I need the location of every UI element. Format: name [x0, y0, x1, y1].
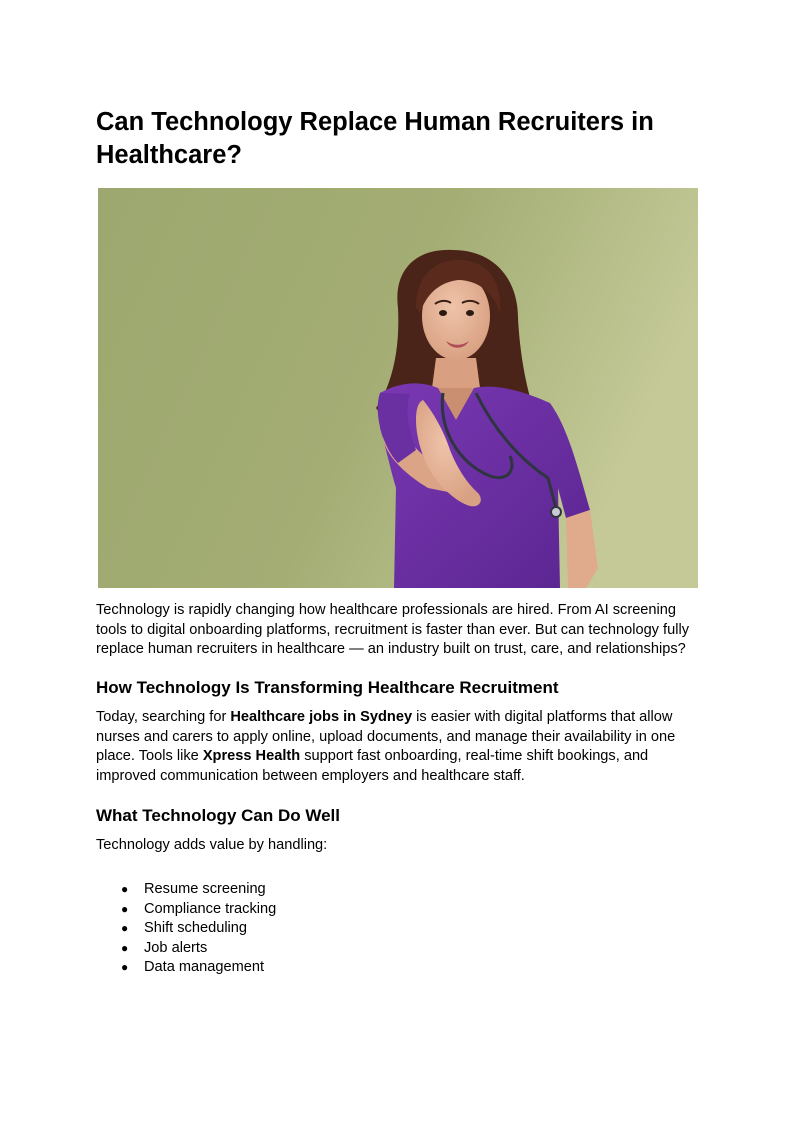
bold-keyword-xpress-health: Xpress Health [202, 748, 301, 765]
paragraph-text-segment: Today, searching for [96, 709, 231, 725]
section-heading-transforming: How Technology Is Transforming Healthcare Recruitment [96, 678, 559, 697]
hero-image [98, 188, 698, 588]
paragraph-text-segment: is easier with digital platforms that allow nurses and carers to apply online, upload documents, and manage their availability in one place. Tools like [96, 709, 676, 765]
bullet-icon: ● [121, 901, 129, 916]
section-heading-technology-can-do: What Technology Can Do Well [96, 806, 340, 825]
article-title: Can Technology Replace Human Recruiters in Healthcare? [96, 108, 654, 169]
list-item [96, 958, 276, 978]
bullet-icon: ● [121, 940, 129, 955]
list-item-label: Shift scheduling [144, 920, 248, 936]
bullet-list [96, 880, 276, 978]
list-item-label: Compliance tracking [144, 900, 277, 917]
list-item-label: Data management [144, 959, 265, 975]
section-paragraph-transforming [96, 708, 700, 786]
bullet-icon: ● [121, 882, 129, 896]
list-item [96, 900, 276, 920]
list-item-label: Job alerts [144, 939, 208, 956]
bold-keyword-healthcare-jobs: Healthcare jobs in Sydney [230, 709, 413, 725]
list-item [96, 939, 276, 959]
list-item [96, 880, 276, 900]
nurse-handshake-illustration [98, 188, 698, 588]
list-lead-text: Technology adds value by handling: [96, 837, 328, 853]
list-item [96, 919, 276, 939]
bullet-icon: ● [121, 921, 129, 935]
paragraph-text-segment: support fast onboarding, real-time shift bookings, and improved communication between employers and healthcare staff. [96, 748, 649, 784]
bullet-icon: ● [121, 960, 129, 974]
intro-paragraph: Technology is rapidly changing how healthcare professionals are hired. From AI screening tools to digital onboarding platforms, recruitment is faster than ever. But can technology fully replace human recruiters in healthcare — an industry built on trust, care, and relationships? [96, 602, 689, 658]
list-item-label: Resume screening [144, 881, 266, 897]
